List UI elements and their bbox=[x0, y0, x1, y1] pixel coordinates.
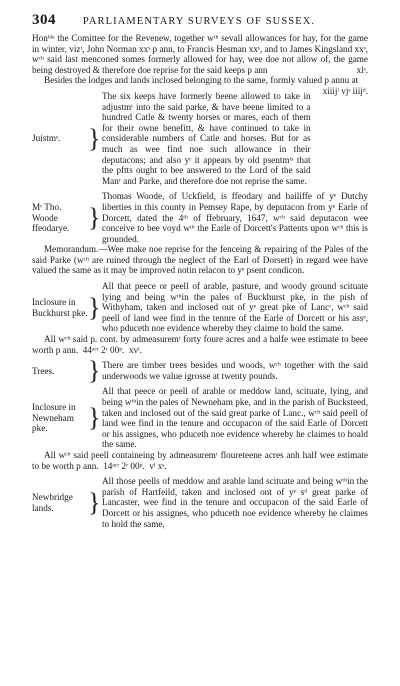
newneham-measure-text: All wᶜʰ said peell containeing by admeasuremᵗ floureteene acres anh half wee estimate to be worth p ann. bbox=[32, 449, 368, 471]
running-head: PARLIAMENTARY SURVEYS OF SUSSEX. bbox=[82, 16, 316, 27]
section-inclosure-buckhurst bbox=[32, 281, 368, 334]
page-number: 304 bbox=[32, 12, 56, 28]
brace-icon: } bbox=[88, 487, 101, 517]
brace-icon: } bbox=[88, 123, 101, 153]
brace-icon: } bbox=[88, 202, 101, 232]
newneham-text: All that peece or peell of arable or meddow land, scituate, lying, and being wᵗʰin the pales of Newneham pke, and in the parish of Bucksteed, taken and inclosed out of the said great parke of Lanc., wᶜʰ said peell of land wee find in the tenure and occupacon of the said Earle of Dorcett or his assignes, who pduceth noe evidence whereby he claimes to hoald the same. bbox=[102, 386, 368, 450]
lodges-text: Besides the lodges and lands inclosed belonging to the same, formly valued p annu at bbox=[44, 75, 359, 86]
trees-label: Trees. bbox=[32, 365, 55, 376]
buckhurst-amount: xvˡ. bbox=[128, 344, 142, 355]
paragraph-lodges bbox=[32, 75, 368, 96]
newneham-label: Inclosure in Newneham pke. bbox=[32, 402, 76, 434]
section-trees bbox=[32, 355, 368, 385]
section-newneham bbox=[32, 386, 368, 450]
page-header bbox=[32, 12, 368, 29]
comittee-amount: xlˢ. bbox=[356, 64, 368, 75]
buckhurst-measure bbox=[32, 334, 368, 355]
woode-label: Mʳ Tho. Woode ffeodarye. bbox=[32, 201, 70, 234]
brace-icon: } bbox=[88, 355, 101, 385]
brace-icon: } bbox=[88, 403, 101, 433]
newneham-area: 14ᵃᶜʳ 2ʳ 00ᵖ. bbox=[103, 460, 145, 471]
lodges-amount: xiiijˡ vjˢ iiijᵈ. bbox=[322, 85, 368, 96]
inclosure-buckhurst-text: All that peece or peell of arable, pasture, and woody ground scituate lying and being wᵗʰin the pales of Buckhurst pke, in the pish of Withyham, taken and inclosed out of yᵉ great pke of Lancʳ, wᶜʰ said peell of land wee find in the tennre of the Earle of Dorcett or his assᵉ, who pduceth noe evidence whereby they claime to hold the same. bbox=[102, 281, 368, 334]
memorandum-text: Memorandum.—Wee make noe reprise for the fenceing & repairing of the Pales of the said Parke (wᶜʰ are ruined through the neglect of the Earl of Dorsett) in regard wee have valued the same as it may be improved notin relacon to yᵉ psent condicon. bbox=[32, 244, 368, 276]
juistms-text: The six keeps have formerly beene allowed to take in adjustmᵗ into the said parke, & have beene limited to a hundred Catle & twenty horses or mares, each of them for their owne benefitt, & have continued to take in considerable numbers of Catle and horses. But for as much as wee find noe such allowance in their deputacons; and also yᵗ it appears by old psentmᵗˢ that the pftts ought to bee answered to the Lord of the said Manʳ and Parke, and therefore doe not reprise the same. bbox=[102, 90, 311, 186]
newneham-measure bbox=[32, 450, 368, 471]
section-woode bbox=[32, 191, 368, 244]
paragraph-comittee bbox=[32, 33, 368, 75]
woode-text: Thomas Woode, of Uckfield, is ffeodary and bailiffe of yᵉ Dutchy liberties in this county in Pemsey Rape, by deputacon from yᵉ Earle of Dorcett, dated the 4ᵗʰ of ffebruary, 1647, wᶜʰ said deputacon wee conceive to bee voyd wᵗʰ the Earle of Dorcett's Pattents upon wᶜʰ this is grounded. bbox=[102, 191, 368, 244]
newneham-amount: vˡ xˢ. bbox=[149, 460, 167, 471]
buckhurst-measure-text: All wᶜʰ said p. cont. by admeasuremᵗ forty foure acres and a halfe wee estimate to beee worth p ann. bbox=[32, 334, 368, 355]
newbridge-label: Newbridge lands. bbox=[32, 492, 73, 513]
section-newbridge bbox=[32, 476, 368, 529]
buckhurst-area: 44ᵃᶜʳ 2ʳ 00ᵖ. bbox=[82, 344, 125, 355]
comittee-text: Honᵇˡᵉ the Comittee for the Revenew, together wᵗʰ sevall allowances for hay, for the game in winter, vizᵗ, John Norman xxˢ p ann, to Francis Hesman xxˢ, and to James Kingsland xxˢ, wᶜʰ said last menconed somes formerly allowed for hay, wee doe not allow of, the game being destroyed & therefore doe reprise for the said keeps p ann bbox=[32, 33, 368, 75]
section-juistms bbox=[32, 91, 311, 186]
juistms-label: Juistmˢ. bbox=[32, 133, 61, 144]
trees-text: There are timber trees besides und woods, wᶜʰ together with the said underwoods we value igrosse at twenty pounds. bbox=[102, 360, 368, 381]
newbridge-text: All those peells of meddow and arable land scituate and being wᵗʰin the parish of Hartfeild, taken and inclosed ont of yᵉ sᵈ great parke of Lancaster, wee find in the tenure and occupacon of the said Earle of Dorcett or his assignes, who pduceth noe evidence whereby he claimes to hold the same, bbox=[102, 476, 368, 529]
inclosure-buckhurst-label: Inclosure in Buckhurst pke. bbox=[32, 296, 88, 318]
brace-icon: } bbox=[88, 292, 101, 322]
